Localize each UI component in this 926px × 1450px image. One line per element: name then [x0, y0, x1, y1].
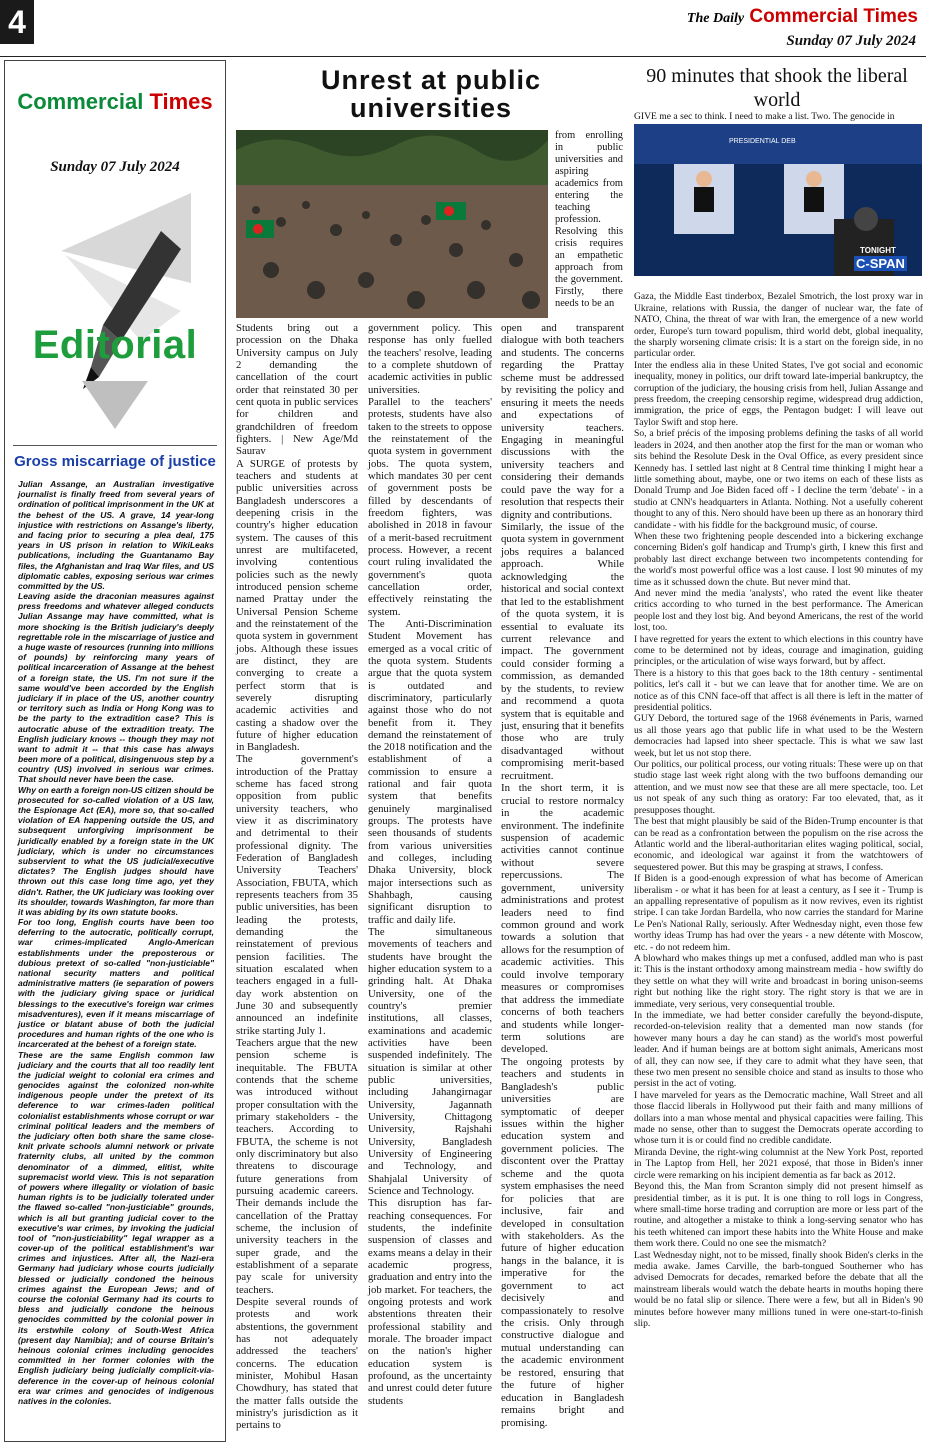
- editorial-brand-right: Times: [149, 89, 213, 114]
- article-paragraph: Parallel to the teachers' protests, students have also taken to the streets to oppose the reinstatement of the quota system in government jobs. The quota system, which mandates 30 per cent of government posts be filled by descendants of freedom fighters, was abolished in 2018 in favour of a merit-based recruitment process. However, a recent court ruling invalidated the government's quota cancellation order, effectively reinstating the system.: [368, 395, 492, 618]
- center-headline: Unrest at public universities: [320, 65, 542, 123]
- right-article-body: [634, 111, 923, 1329]
- masthead-the-daily: The Daily: [686, 11, 745, 26]
- page-number: 4: [0, 0, 34, 44]
- article-paragraph: The best that might plausibly be said of the Biden-Trump encounter is that can be read as a confrontation between the populism on the rise across the Atlantic world and the liberal-authoritarian elites waging political, social, economic, and ideological war against it from the watchtowers of sequestered power. But this may be grasping at straws, I confess.: [634, 816, 923, 873]
- article-paragraph: The ongoing protests by teachers and students in Bangladesh's public universities are symptomatic of deeper issues within the higher education system and government policies. The discontent over the Prattay scheme and the quota system emphasises the need for policies that are inclusive, fair and developed in consultation with stakeholders. As the future of higher education hangs in the balance, it is imperative for the government to act decisively and compassionately to resolve the crisis. Only through constructive dialogue and mutual understanding can the academic environment be restored, ensuring that the future of higher education in Bangladesh remains bright and promising.: [501, 1055, 624, 1429]
- right-headline: 90 minutes that shook the liberal world: [646, 65, 908, 111]
- article-paragraph: from enrolling in public universities and aspiring academics from entering the teaching profession.: [555, 130, 623, 225]
- tv-network-label: C-SPAN: [856, 256, 905, 271]
- article-paragraph: open and transparent dialogue with both teachers and students. The concerns regarding the Prattay scheme must be addressed by revisiting the policy and ensuring it meets the needs and expectations of university teachers. Engaging in meaningful discussions with the university teachers and considering their demands could pave the way for a resolution that respects their dignity and contributions.: [501, 322, 624, 521]
- article-paragraph: A SURGE of protests by teachers and students at public universities across Bangladesh underscores a deepening crisis in the country's higher education system. The causes of this unrest are multifaceted, involving contentious policies such as the newly introduced pension scheme named Prattay under the Universal Pension Scheme and the reinstatement of the quota system in government jobs. Although these issues are distinct, they are converging to create a perfect storm that is severely disrupting academic activities and casting a shadow over the future of higher education in Bangladesh.: [236, 457, 358, 754]
- article-lead: GIVE me a sec to think. I need to make a list. Two. The genocide in: [634, 111, 895, 122]
- editorial-headline: Gross miscarriage of justice: [14, 453, 216, 470]
- editorial-brand-left: Commercial: [17, 89, 144, 114]
- article-paragraph: The simultaneous movements of teachers and students have brought the higher education system to a grinding halt. At Dhaka University, one of the country's premier institutions, all classes, examinations and academic activities have been suspended indefinitely. The situation is similar at other public universities, including Jahangirnagar University, Jagannath University, Chittagong University, Rajshahi University, Bangladesh University of Engineering and Technology, and Shahjalal University of Science and Technology.: [368, 926, 492, 1197]
- chevron-down-icon: [80, 379, 150, 431]
- article-paragraph: Similarly, the issue of the quota system in government jobs requires a balanced approach. While acknowledging the historical and social context that led to the establishment of the quota system, it is essential to evaluate its current relevance and impact. The government could consider forming a commission, as demanded by the students, to review and recommend a quota system that is equitable and just, ensuring that it benefits those who are truly disadvantaged without compromising merit-based recruitment.: [501, 521, 624, 782]
- article-paragraph: When these two frightening people descended into a bickering exchange concerning Biden's golf handicap and Trump's girth, I knew this first and probably last direct exchange between two incompetents contending for the world's most powerful office was a lost cause. I lost 90 minutes of my time as it schussed down the chute. But never mind that.: [634, 530, 923, 588]
- masthead-date: Sunday 07 July 2024: [786, 33, 916, 49]
- article-paragraph: Gaza, the Middle East tinderbox, Bezalel Smotrich, the lost proxy war in Ukraine, relations with Russia, the danger of nuclear war, the fate of NATO, China, the threat of war with Iran, the emergence of a new world order, Europe's turn toward populism, third world debt, global inequality, the sharply worsening climate crisis: It is a start on the foreign side, in no particular order.: [634, 291, 923, 360]
- masthead-brand-right: Times: [863, 6, 918, 27]
- editorial-divider: [13, 445, 217, 446]
- article-paragraph: So, a brief précis of the imposing problems defining the tasks of all world leaders in 2024, and then another atop the first for the man or woman who sits behind the Resolute Desk in the Oval Office, as every president since Kennedy has. I settled last night at 8 Central time thinking I might hear a little something about, maybe, one or two items on each of these lists as Donald Trump and Joe Biden faced off - I decline the term 'debate' - in a studio at CNN's headquarters in Atlanta. Nothing. Not a usefully coherent thought to any of this. Nero should have been up there as an honorary third candidate - with his fiddle for the background music, of course.: [634, 428, 923, 531]
- editorial-date: Sunday 07 July 2024: [50, 159, 180, 175]
- article-paragraph: The government's introduction of the Prattay scheme has faced strong opposition from public university teachers, who view it as discriminatory and detrimental to their professional dignity. The Federation of Bangladesh University Teachers' Association, FBUTA, which represents teachers from 35 public universities, has been leading the protests, demanding the reinstatement of previous pension facilities. The situation escalated when teachers engaged in a full-day work abstention on June 30 and subsequently announced an indefinite strike starting July 1.: [236, 753, 358, 1037]
- article-paragraph: I have marveled for years as the Democratic machine, Wall Street and all those flaccid liberals in Hollywood put their faith and many millions of dollars into a man whose mental and physical capacities were failing. This made no sense, other than to suggest the Democrats operate according to whose turn it is or could find no credible candidate.: [634, 1089, 923, 1147]
- article-paragraph: Miranda Devine, the right-wing columnist at the New York Post, reported in The Laptop from Hell, her 2021 exposé, that those in Biden's inner circle were remarking on his incipient dementia as far back as 2012.: [634, 1146, 923, 1181]
- article-paragraph: If Biden is a good-enough expression of what has become of American liberalism - or what it has been for at least a century, as I see it - Trump is an appalling representative of populism as it now revives, even its rightist stripe. I can take Jordan Bardella, who now carries the standard for Marine Le Pen's National Rally, seriously. After Wednesday night, even those few worthy ideas Trump has had over the years - a new détente with Moscow, etc. - do not redeem him.: [634, 873, 923, 953]
- editorial-paragraph: Leaving aside the draconian measures against press freedoms and whatever alleged conducts Julian Assange may have committed, what is more shocking is the British judiciary's deeply regrettable role in the miscarriage of justice and a huge waste of resources (running into millions of pounds) by reinforcing many years of political incarceration of Assange at the behest of a foreign state, the US. I'm not sure if the same would've been accorded by the English judiciary if in place of the US, another country or territory such as India or Hong Kong was to be the party to the extradition case? This is autocratic abuse of the extradition treaty. The English judiciary knows -- though they may not want to admit it -- that this case has always been more of a political, disingenuous step by a country (US) involved in serious war crimes. That should never have been the case.: [18, 591, 214, 785]
- editorial-paragraph: For too long, English courts have been too deferring to the autocratic, politically corrupt, war crimes-implicated Anglo-American establishments under the preposterous or dubious pretext of so-called "non-justiciable" national security matters and political administrative matters (ie separation of powers with the judiciary giving space or juridical blessings to the executive's foreign war crimes misadventures), even if it means miscarriage of justice or blatant abuse of both the judicial procedures and human rights of the one who is incarcerated at the behest of a foreign state.: [18, 917, 214, 1050]
- article-paragraph: Last Wednesday night, not to be missed, finally shook Biden's clerks in the media awake. James Carville, the barb-tongued Southerner who has advised Democrats for decades, remarked before the debate that all the mainstream liberals would watch the debate hearts in mouths hoping there would be no fatal slip or silence. There were a few, but all in Biden's 90 minutes before however many millions tuned in were one-start-to-finish slip.: [634, 1249, 923, 1329]
- article-paragraph: Resolving this crisis requires an empathetic approach from the government. Firstly, there needs to be an: [555, 225, 623, 309]
- article-paragraph: And never mind the media 'analysts', who rated the event like theater critics according to who turned in the best performance. The American people lost and they lost big. And beyond Americans, the rest of the world lost, too.: [634, 587, 923, 634]
- article-paragraph: Our politics, our political process, our voting rituals: These were up on that studio stage last week right along with the two buffoons demanding our attention, and we must now see that these are all mere spectacle, too. Let us not speak of any such thing as oratory: Far too elevated, that, as it presupposes thought.: [634, 759, 923, 816]
- tv-tonight-label: TONIGHT: [860, 246, 896, 255]
- article-paragraph: In the immediate, we had better consider carefully the beyond-dispute, recorded-on-television reality that a demented man now stands (for however many hours a day he can stand) as the world's most powerful leader. And if human beings are at bottom sight animals, Americans most of all, they can now see, if they care to admit what they have seen, that these two men present no sensible choice and stand as insults to those who persist in the act of voting.: [634, 1010, 923, 1090]
- article-paragraph: government policy. This response has only fuelled the teachers' resolve, leading to a complete shutdown of academic activities in public universities.: [368, 322, 492, 396]
- article-paragraph: I have regretted for years the extent to which elections in this country have come to be determined not by ideas, courage and imagination, guiding principles, or the articulation of wise ways forward, but by affect.: [634, 633, 923, 668]
- tv-podium-label: PRESIDENTIAL DEB: [729, 138, 796, 145]
- article-paragraph: In the short term, it is crucial to restore normalcy in the academic environment. The indefinite suspension of academic activities cannot continue without severe repercussions. The government, university administrations and protest leaders need to find common ground and work towards a solution that allows for the resumption of academic activities. This could involve temporary measures or compromises that address the immediate concerns of both teachers and students while longer-term solutions are developed.: [501, 782, 624, 1056]
- masthead-brand: [687, 6, 918, 28]
- article-paragraph: Inter the endless alia in these United States, I've got social and economic inequality, money in politics, our drift toward late-imperial bankruptcy, the corruption of the judiciary, the housing crisis from hell, Julian Assange and press freedom, the creeping censorship regime, widespread drug addiction, immigration, the price of eggs, the Pentagon budget: I will leave out Taylor Swift and stop here.: [634, 359, 923, 428]
- center-column-1: [236, 322, 358, 1432]
- protest-photo: [236, 130, 548, 318]
- editorial-brand: [5, 89, 225, 115]
- center-column-3: [501, 322, 624, 1429]
- masthead-divider: [0, 56, 926, 57]
- article-paragraph: GUY Debord, the tortured sage of the 1968 événements in Paris, warned us all those years ago that public life in what used to be the Western democracies had lapsed into sheer spectacle. This is what we saw last week, but let us not stop there.: [634, 713, 923, 759]
- center-column-2: [368, 322, 492, 1407]
- editorial-paragraph: These are the same English common law judiciary and the courts that all too readily lent the judicial weight to colonial era crimes and genocides against the colonized non-white indigenous people under the pretext of its deference to war crimes-laden political colonialist establishments whose corrupt or war criminal political leaders and the members of the judiciary often both share the same close-knit private schools alumni network or private fraternity clubs, all united by the common denominator of a dimmed, elitist, white supremacist world view. This is not separation of powers where illegality or violation of basic human rights is to be judicially tolerated under the flawed so-called "non-justiciable" grounds, which is all but granting judicial cover to the executive's war crimes, by invoking the judicial tool of "non-justiciability" legal wrapper as a cover-up of the political establishment's war crimes and injustices. After all, the Nazi-era Germany had judiciary whose courts judicially blessed or judicially condoned the heinous crimes against the European Jews; and of course the colonial Germany had its courts to bless and judicially condone the heinous genocides committed by the colonial power in its erstwhile colony of South-West Africa (present day Namibia); and of course Britain's heinous colonial crimes including genocides committed in her former colonies with the English judiciary being judicially complicit-via-deference in the cover-up of heinous colonial era war crimes and genocides of indigenous natives in the colonies.: [18, 1049, 214, 1406]
- editorial-body: [18, 479, 214, 1406]
- photo-caption: Students bring out a procession on the Dhaka University campus on July 2 demanding the cancellation of the court order that reinstated 30 per cent quota in public services for children and grandchildren of freedom fighters. | New Age/Md Saurav: [236, 322, 358, 458]
- editorial-paragraph: Why on earth a foreign non-US citizen should be prosecuted for so-called violation of a US law, the Espionage Act (EA), more so, that so-called violation of EA happening outside the US, and subsequent unforgiving imprisonment be juridically enabled by a foreign state in the UK judiciary, which is under no circumstances subservient to what the US judicial/executive dictates? The English judges should have thrown out this case long time ago, yet they didn't. Rather, the UK judiciary was looking over its shoulder, towards Washington, far more than it was abiding by its own statute books.: [18, 784, 214, 917]
- editorial-column: [4, 60, 226, 1442]
- masthead-brand-left: Commercial: [749, 6, 859, 27]
- center-column-top-right: [555, 130, 623, 310]
- article-paragraph: A blowhard who makes things up met a confused, addled man who is past it: This is the instant orthodoxy among mainstream media - how swiftly do they settle on what they will write and broadcast in boring unison-seems right but nothing like the right story. The right story is that we are in immediate, very serious, very consequential trouble.: [634, 952, 923, 1010]
- article-paragraph: The Anti-Discrimination Student Movement has emerged as a vocal critic of the quota system. Students argue that the quota system is outdated and discriminatory, particularly against those who do not benefit from it. They demand the reinstatement of the 2018 notification and the establishment of a commission to ensure a rational and fair quota system that benefits genuinely marginalised groups. The protests have seen thousands of students from various universities and colleges, including Dhaka University, block major intersections such as Shahbagh, causing significant disruption to traffic and daily life.: [368, 617, 492, 926]
- article-paragraph: There is a history to this that goes back to the 18th century - sentimental politics, let's call it - but we can leave that for another time. We are on notice as of this CNN face-off that affect is all there is left in the matter of presidential politics.: [634, 667, 923, 714]
- article-paragraph: Despite several rounds of protests and work abstentions, the government has not adequately addressed the teachers' concerns. The education minister, Mohibul Hasan Chowdhury, has stated that the matter falls outside the ministry's jurisdiction as it pertains to: [236, 1295, 358, 1432]
- article-paragraph: Beyond this, the Man from Scranton simply did not present himself as presidential timber, as it is put. It is one thing to roll logs in Congress, where small-time horse trading and corruption are more or less part of the routine, and altogether a mistake to think a long-serving senator who has his teeth whitened can import these habits into the White House and make them work there. Could no one see the mismatch?: [634, 1181, 923, 1250]
- article-paragraph: This disruption has far-reaching consequences. For students, the indefinite suspension of classes and exams means a delay in their academic progress, graduation and entry into the job market. For teachers, the ongoing protests and work abstentions threaten their professional stability and morale. The broader impact on the nation's higher education system is profound, as the uncertainty and unrest could deter future students: [368, 1197, 492, 1407]
- article-paragraph: Teachers argue that the new pension scheme is inequitable. The FBUTA contends that the scheme was introduced without proper consultation with the primary stakeholders - the teachers. According to FBUTA, the scheme is not only discriminatory but also threatens to discourage future generations from pursuing academic careers. Their demands include the cancellation of the Prattay scheme, the inclusion of university teachers in the super grade, and the establishment of a separate pay scale for university teachers.: [236, 1037, 358, 1296]
- editorial-paragraph: Julian Assange, an Australian investigative journalist is finally freed from several years of ordination of political imprisonment in the UK at the behest of the US. A grave, 14 year-long injustice with restrictions on Assange's liberty, and facing prior to securing a plea deal, 175 years in US prison in relation to WikiLeaks publications, including the Guantanamo Bay files, the Afghanistan and Iraq War files, and US diplomatic cables, exposing serious war crimes committed by the US.: [18, 479, 214, 591]
- section-label: Editorial: [32, 323, 198, 367]
